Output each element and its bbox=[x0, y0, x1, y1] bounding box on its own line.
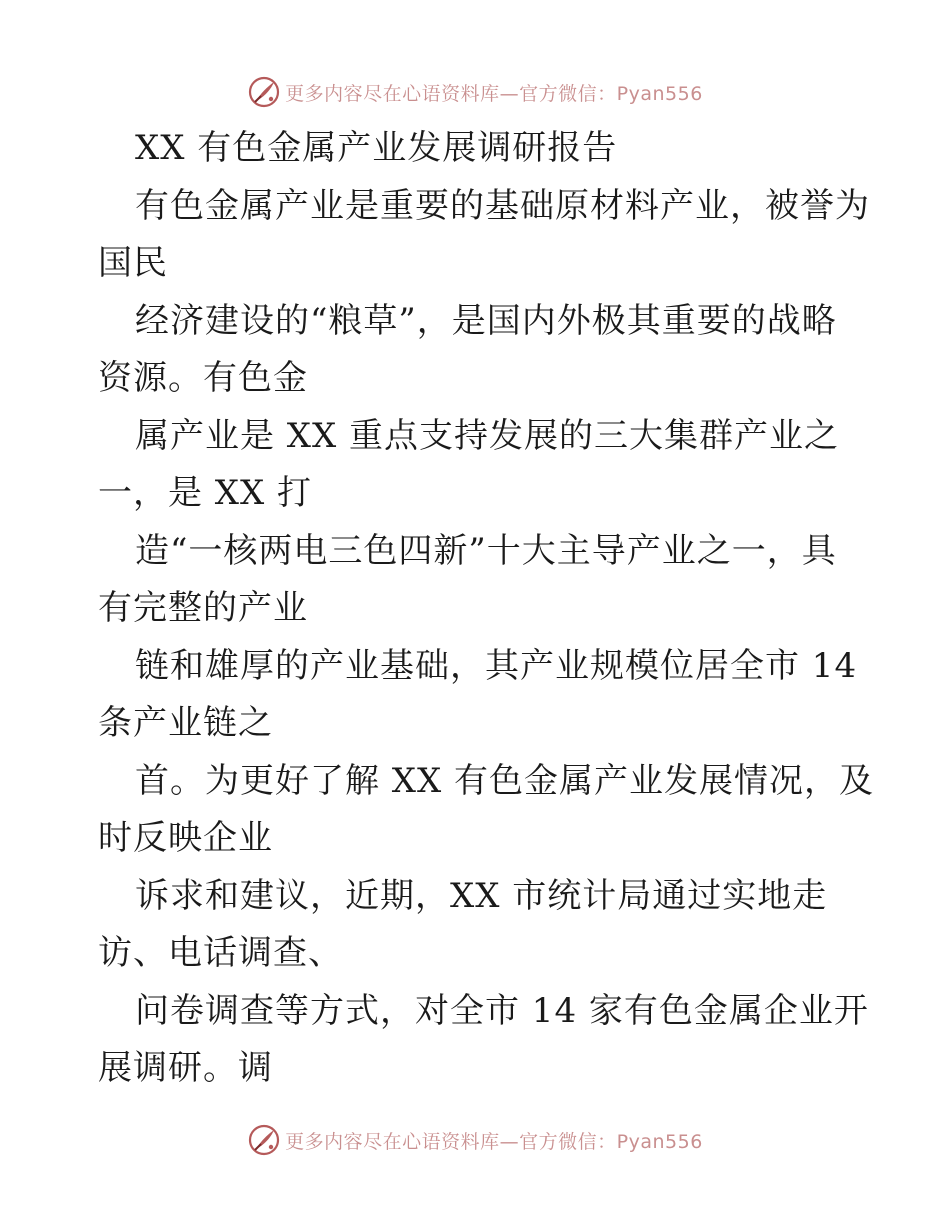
document-line: 属产业是 XX 重点支持发展的三大集群产业之 bbox=[135, 415, 840, 456]
document-line: 国民 bbox=[98, 243, 168, 283]
feather-pen-logo-icon bbox=[247, 1123, 281, 1157]
document-line: 首。为更好了解 XX 有色金属产业发展情况，及 bbox=[135, 760, 875, 801]
watermark-text: 更多内容尽在心语资料库—官方微信：Pyan556 bbox=[285, 1130, 703, 1153]
document-line: 展调研。调 bbox=[98, 1048, 273, 1088]
document-line: XX 有色金属产业发展调研报告 bbox=[135, 128, 618, 168]
footer-watermark bbox=[0, 1120, 950, 1160]
document-line: 资源。有色金 bbox=[98, 358, 308, 398]
document-line: 链和雄厚的产业基础，其产业规模位居全市 14 bbox=[135, 645, 858, 686]
document-line: 访、电话调查、 bbox=[98, 933, 343, 973]
feather-pen-logo-icon bbox=[247, 75, 281, 109]
document-line: 诉求和建议，近期，XX 市统计局通过实地走 bbox=[135, 875, 828, 916]
document-line: 有色金属产业是重要的基础原材料产业，被誉为 bbox=[135, 185, 870, 226]
document-line: 造“一核两电三色四新”十大主导产业之一，具 bbox=[135, 530, 837, 571]
document-line: 问卷调查等方式，对全市 14 家有色金属企业开 bbox=[135, 990, 869, 1031]
document-line: 经济建设的“粮草”，是国内外极其重要的战略 bbox=[135, 300, 837, 341]
watermark-text: 更多内容尽在心语资料库—官方微信：Pyan556 bbox=[285, 82, 703, 105]
document-line: 条产业链之 bbox=[98, 703, 273, 743]
document-line: 有完整的产业 bbox=[98, 588, 308, 628]
header-watermark bbox=[0, 72, 950, 112]
document-line: 时反映企业 bbox=[98, 818, 273, 858]
document-body bbox=[98, 120, 875, 1098]
document-line: 一，是 XX 打 bbox=[98, 473, 313, 513]
